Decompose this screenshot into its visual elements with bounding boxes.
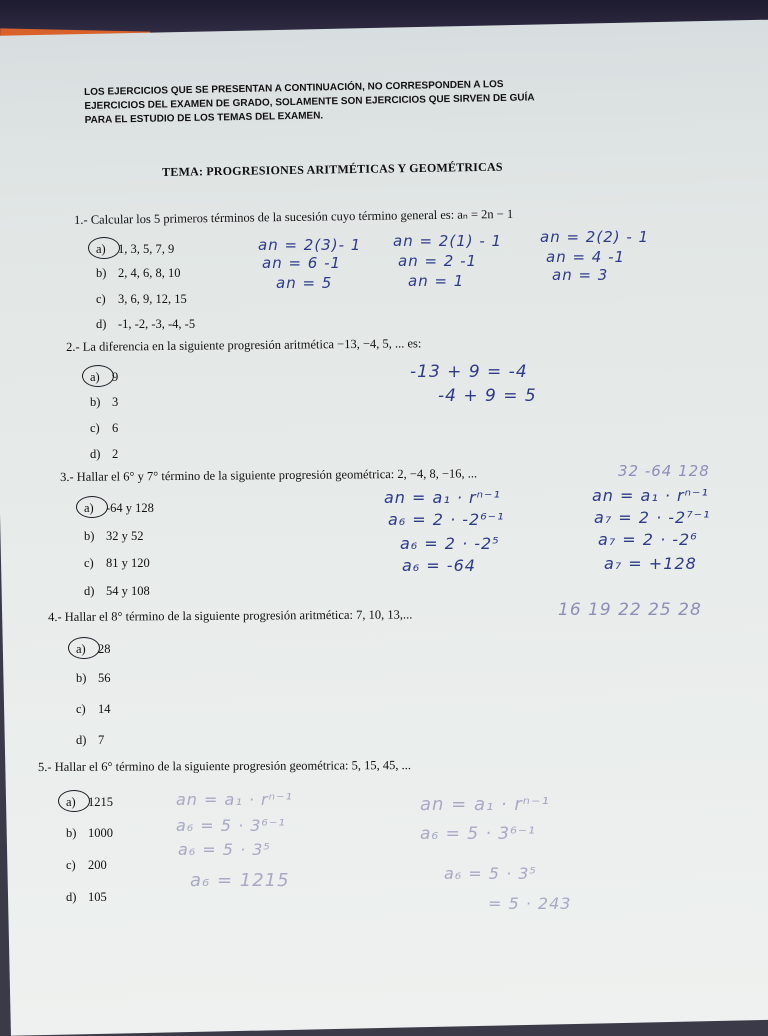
handwritten-work: a₇ = +128 [604,554,697,573]
option-text: 9 [112,370,119,384]
option-1a [96,242,174,257]
handwritten-work: a₆ = -64 [402,556,476,575]
option-text: 56 [98,671,111,685]
option-text: 1, 3, 5, 7, 9 [118,242,175,256]
handwritten-work: a₆ = 5 · 3⁶⁻¹ [420,824,536,844]
option-4d [76,733,104,748]
option-text: 1215 [88,795,113,809]
option-text: 32 y 52 [106,529,144,543]
handwritten-work: an = a₁ · rⁿ⁻¹ [176,790,293,809]
notice-line: LOS EJERCICIOS QUE SE PRESENTAN A CONTINUACIÓN, NO CORRESPONDEN A LOS [84,78,504,98]
selected-answer-circle [76,496,108,518]
handwritten-work: an = 2(1) - 1 [393,232,503,250]
option-letter: a) [90,370,100,384]
option-2b [90,395,118,410]
notice-line: PARA EL ESTUDIO DE LOS TEMAS DEL EXAMEN. [84,110,324,126]
handwritten-work: 16 19 22 25 28 [558,600,702,620]
option-1b [96,266,181,281]
option-letter: d) [96,317,107,331]
option-text: 54 y 108 [106,584,150,598]
handwritten-work: 32 -64 128 [618,462,710,480]
selected-answer-circle [68,637,100,659]
option-letter: c) [90,421,100,435]
option-letter: b) [84,529,95,543]
notice-line: EJERCICIOS DEL EXAMEN DE GRADO, SOLAMENTE SON EJERCICIOS QUE SIRVEN DE GUÍA [84,92,535,112]
handwritten-work: a₆ = 5 · 3⁶⁻¹ [176,816,286,835]
option-5d [66,890,107,905]
option-2d [90,447,118,462]
option-letter: d) [84,584,95,598]
option-2c [90,421,118,436]
handwritten-work: a₆ = 2 · -2⁵ [400,534,500,553]
option-text: -1, -2, -3, -4, -5 [118,317,196,331]
option-letter: b) [96,266,107,280]
selected-answer-circle [82,365,114,387]
option-4a [76,642,111,657]
option-letter: a) [84,501,94,515]
option-5a [66,795,113,810]
option-3b [84,529,144,544]
handwritten-work: a₆ = 2 · -2⁶⁻¹ [388,510,505,529]
option-letter: c) [84,556,94,570]
handwritten-work: -13 + 9 = -4 [410,362,528,382]
option-5b [66,826,113,841]
option-letter: d) [76,733,87,747]
option-1c [96,292,187,307]
handwritten-work: an = a₁ · rⁿ⁻¹ [420,794,550,815]
option-letter: b) [66,826,77,840]
option-3c [84,556,150,571]
option-text: 2 [112,447,119,461]
handwritten-work: an = 3 [552,266,609,284]
handwritten-work: a₆ = 1215 [190,870,290,891]
option-letter: a) [76,642,86,656]
option-letter: c) [96,292,106,306]
option-text: 6 [112,421,119,435]
exam-notice [84,75,645,128]
handwritten-work: an = 6 -1 [262,254,342,272]
option-letter: a) [66,795,76,809]
question-5: 5.- Hallar el 6° término de la siguiente progresión geométrica: 5, 15, 45, ... [38,758,412,774]
question-4: 4.- Hallar el 8° término de la siguiente progresión aritmética: 7, 10, 13,... [48,607,413,624]
option-text: 105 [88,890,107,904]
option-text: 14 [98,702,111,716]
handwritten-work: an = 4 -1 [546,248,626,266]
option-text: 81 y 120 [106,556,150,570]
option-letter: d) [90,447,101,461]
handwritten-work: a₇ = 2 · -2⁷⁻¹ [594,508,711,527]
handwritten-work: = 5 · 243 [488,894,572,913]
option-4b [76,671,111,686]
option-letter: c) [76,702,86,716]
handwritten-work: an = 5 [276,274,333,292]
option-1d [96,317,195,332]
option-2a [90,370,118,385]
handwritten-work: a₆ = 5 · 3⁵ [444,864,537,883]
option-text: 28 [98,642,111,656]
handwritten-work: a₇ = 2 · -2⁶ [598,530,698,549]
topic-title: TEMA: PROGRESIONES ARITMÉTICAS Y GEOMÉTRICAS [162,159,503,179]
option-text: 7 [98,733,105,747]
option-text: 3 [112,395,119,409]
option-5c [66,858,107,873]
option-letter: d) [66,890,77,904]
option-letter: b) [90,395,101,409]
option-text: 1000 [88,826,113,840]
handwritten-work: an = 2 -1 [398,252,478,270]
option-3d [84,584,150,599]
option-text: 3, 6, 9, 12, 15 [118,292,187,306]
question-1: 1.- Calcular los 5 primeros términos de la sucesión cuyo término general es: aₙ = 2n − 1 [74,206,514,227]
selected-answer-circle [88,237,120,259]
selected-answer-circle [58,790,90,812]
handwritten-work: an = 2(3)- 1 [258,236,362,254]
option-letter: a) [96,242,106,256]
option-letter: c) [66,858,76,872]
option-letter: b) [76,671,87,685]
question-3: 3.- Hallar el 6° y 7° término de la siguiente progresión geométrica: 2, −4, 8, −16, ... [60,466,478,484]
handwritten-work: -4 + 9 = 5 [438,386,537,406]
handwritten-work: an = a₁ · rⁿ⁻¹ [592,486,709,505]
question-2: 2.- La diferencia en la siguiente progresión aritmética −13, −4, 5, ... es: [66,336,422,354]
option-3a [84,501,154,516]
option-4c [76,702,111,717]
handwritten-work: an = 2(2) - 1 [540,228,650,246]
handwritten-work: an = 1 [408,272,465,290]
option-text: 2, 4, 6, 8, 10 [118,266,181,280]
option-text: -64 y 128 [106,501,154,515]
option-text: 200 [88,858,107,872]
handwritten-work: an = a₁ · rⁿ⁻¹ [384,488,501,507]
handwritten-work: a₆ = 5 · 3⁵ [178,840,271,859]
